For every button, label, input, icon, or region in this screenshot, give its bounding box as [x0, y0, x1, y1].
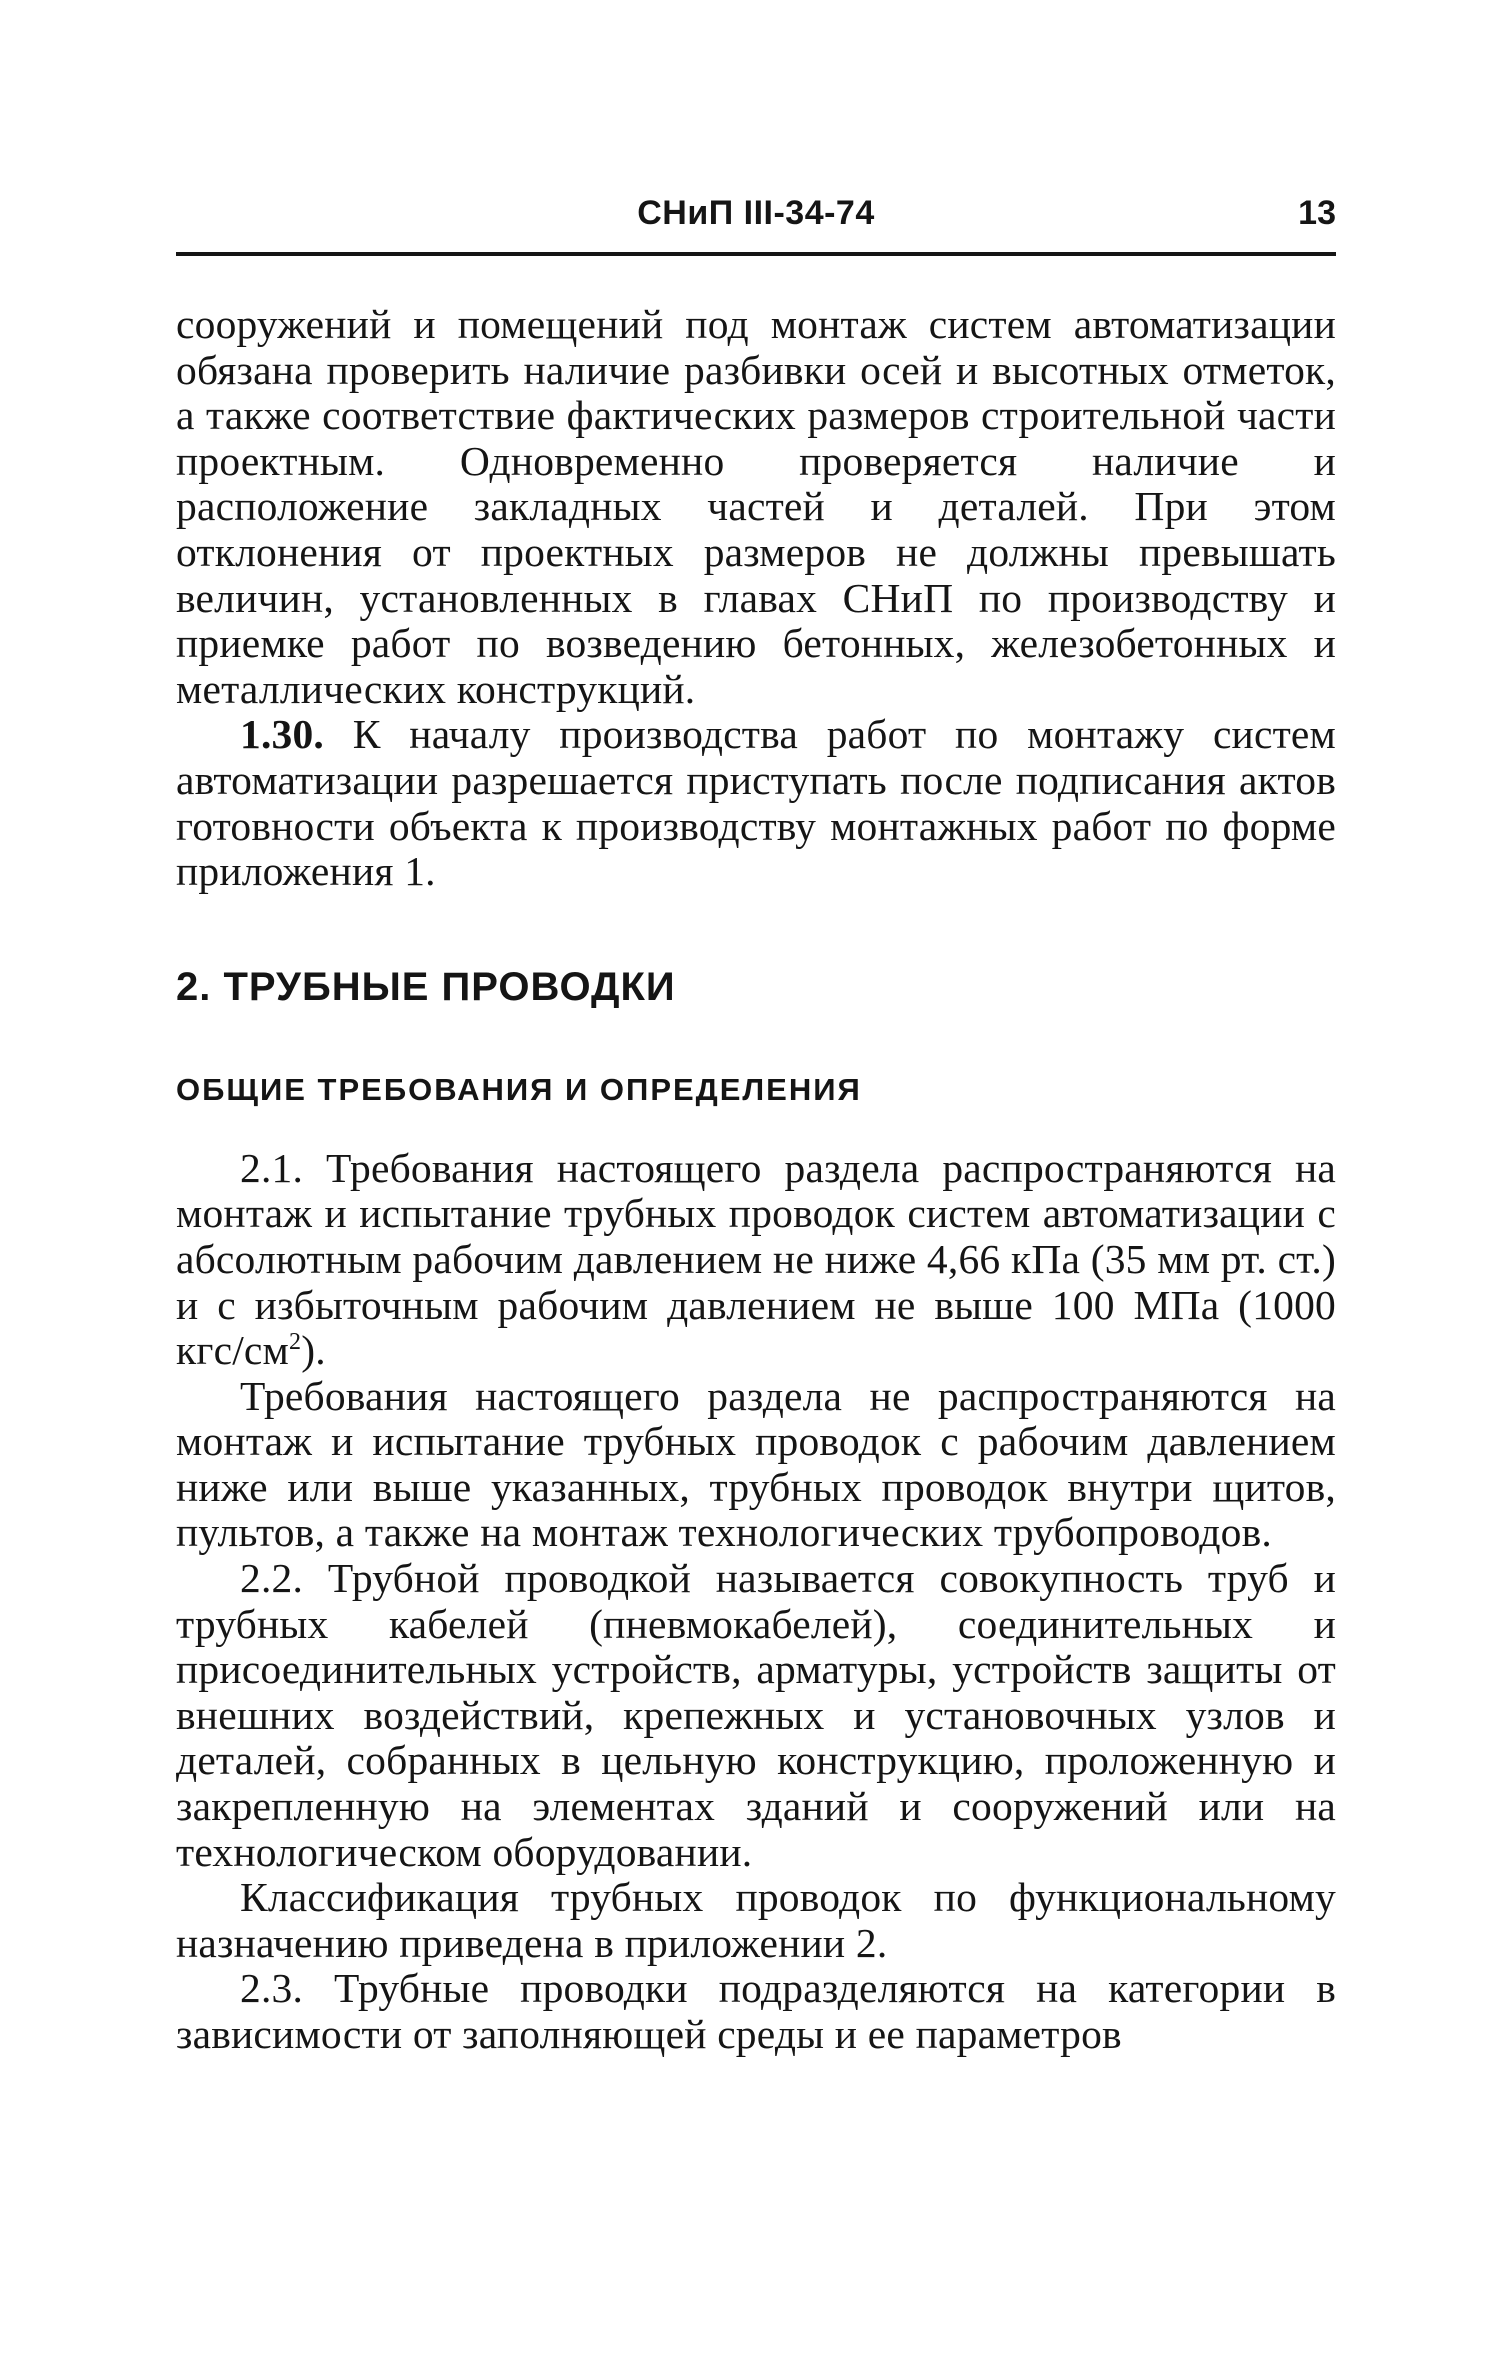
document-page [176, 188, 1336, 2058]
paragraph: Требования настоящего раздела не распространяются на монтаж и испытание трубных проводок с рабочим давлением ниже или выше указанных, трубных проводок внутри щитов, пультов, а также на монтаж технологических трубопроводов. [176, 1372, 1336, 1556]
clause-text: Трубной проводкой называется совокупность труб и трубных кабелей (пневмокабелей), соединительных и присоединительных устройств, арматуры, устройств защиты от внешних воздействий, крепежных и установочных узлов и деталей, собранных в цельную конструкцию, проложенную и закрепленную на элементах зданий и сооружений или на технологическом оборудовании. [176, 1555, 1336, 1875]
clause-label: 1.30. [240, 711, 324, 758]
clause-tail: ). [301, 1327, 326, 1374]
header-rule [176, 252, 1336, 256]
clause-text: Требования настоящего раздела распространяются на монтаж и испытание трубных проводок систем автоматизации с абсолютным рабочим давлением не ниже 4,66 кПа (35 мм рт. ст.) и с избыточным рабочим давлением не выше 100 МПа (1000 кгс/см [176, 1144, 1337, 1374]
subsection-heading: ОБЩИЕ ТРЕБОВАНИЯ И ОПРЕДЕЛЕНИЯ [176, 1071, 862, 1107]
paragraph: Классификация трубных проводок по функциональному назначению приведена в приложении 2. [176, 1874, 1336, 1966]
clause-2-2 [176, 1556, 1336, 1875]
clause-label: 2.2. [240, 1555, 304, 1602]
clause-1-30 [176, 712, 1336, 894]
section-heading: 2. ТРУБНЫЕ ПРОВОДКИ [176, 964, 676, 1009]
running-header [176, 188, 1336, 244]
clause-2-3 [176, 1966, 1336, 2057]
clause-label: 2.3. [240, 1965, 304, 2012]
standard-title: СНиП III-34-74 [637, 194, 875, 232]
continuation-paragraph: сооружений и помещений под монтаж систем автоматизации обязана проверить наличие разбивки осей и высотных отметок, а также соответствие фактических размеров строительной части проектным. Одновременно проверяется наличие и расположение закладных частей и деталей. При этом отклонения от проектных размеров не должны превышать величин, установленных в главах СНиП по производству и приемке работ по возведению бетонных, железобетонных и металлических конструкций. [176, 301, 1336, 712]
page-number: 13 [1298, 194, 1336, 232]
clause-text: Трубные проводки подразделяются на категории в зависимости от заполняющей среды и ее параметров [176, 1965, 1336, 2057]
superscript: 2 [289, 1329, 302, 1356]
clause-label: 2.1. [240, 1144, 304, 1191]
clause-text: К началу производства работ по монтажу систем автоматизации разрешается приступать после подписания актов готовности объекта к производству монтажных работ по форме приложения 1. [176, 711, 1337, 895]
clause-2-1 [176, 1146, 1336, 1374]
